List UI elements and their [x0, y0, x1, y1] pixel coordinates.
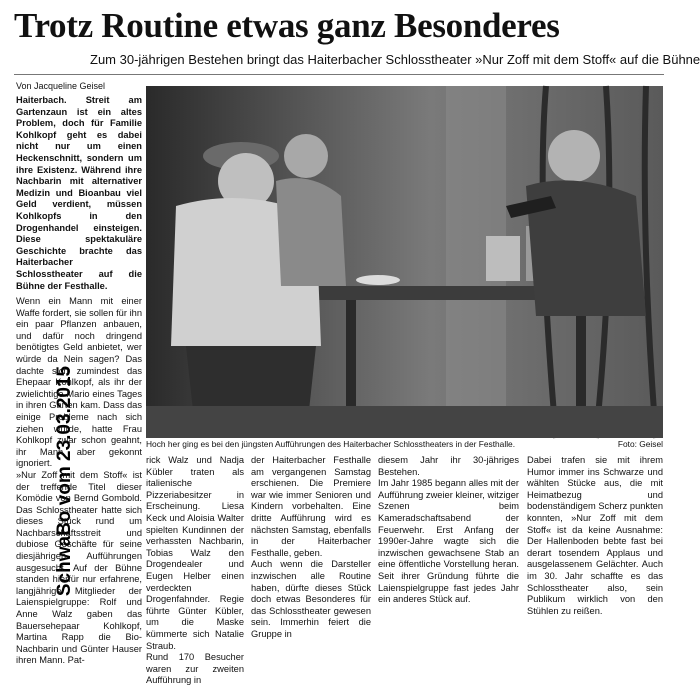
column-3-paragraph-2: Auch wenn die Darsteller inzwischen alle Routine haben, dürfte dieses Stück doch etwas Besonderes für das Schlosstheater gewesen sein. Immerhin feiert die Gruppe in	[251, 559, 371, 639]
stage-photo	[146, 86, 663, 438]
column-2	[146, 455, 244, 686]
column-3-paragraph-1: der Haiterbacher Festhalle am vergangenen Samstag erschienen. Die Premiere war wie immer Senioren und Kindern vorbehalten. Eine dritte Aufführung wird es nächsten Samstag, ebenfalls in der Haiterbacher Festhalle, geben.	[251, 455, 371, 558]
divider	[14, 74, 664, 75]
column-1	[16, 296, 142, 666]
column-4-paragraph-2: Im Jahr 1985 begann alles mit der Aufführung zweier kleiner, witziger Szenen beim Kameradschaftsabend der Feuerwehr. Erst Anfang der 1990er-Jahre wagte sich die inzwischen gewachsene Stab an eine öffentliche Vorstellung heran. Seit ihrer Gründung führte die Laienspielgruppe fast jedes Jahr ein anderes Stück auf.	[378, 478, 519, 605]
column-4	[378, 455, 519, 605]
lead-paragraph: Haiterbach. Streit am Gartenzaun ist ein altes Problem, doch für Familie Kohlkopf geht es dabei nicht nur um einen Heckenschnitt, sondern um ihre Existenz. Während ihre Nachbarin mit alternativer Medizin und Bioanbau viel Geld verdient, müssen Kohlkopfs in den Drogenhandel einsteigen. Diese spektakuläre Geschichte brachte das Haiterbacher Schlosstheater auf die Bühne der Festhalle.	[16, 95, 142, 291]
column-5-paragraph-1: Dabei trafen sie mit ihrem Humor immer ins Schwarze und wählten Stücke aus, die mit Heimatbezug und bodenständigem Scherz punkten konnten, »Nur Zoff mit dem Stoff« ist da keine Ausnahme: Der Hallenboden bebte fast bei derart tosendem Applaus und ausgelassenem Gelächter. Auch im 30. Jahr schaffte es das Schlosstheater also, sein Publikum wirklich von den Stühlen zu reißen.	[527, 455, 663, 616]
photo-caption	[146, 439, 663, 449]
column-2-paragraph-1: rick Walz und Nadja Kübler traten als italienische Pizzeriabesitzer in Erscheinung. Liesa Keck und Aloisia Walter spielten Kundinnen der verhassten Nachbarin, Tobias Walz den Drogendealer und Eugen Helber einen verdeckten Drogenfahnder. Regie führte Günter Kübler, um die Maske kümmerte sich Natalie Straub.	[146, 455, 244, 651]
column-5	[527, 455, 663, 616]
column-3	[251, 455, 371, 639]
column-1-paragraph-2: »Nur Zoff mit dem Stoff« ist der treffende Titel dieser Komödie von Bernd Gombold. Das Schlosstheater hatte sich dieses Stück rund um Nachbarschaftsstreit und dubiose Geschäfte für seine diesjährigen Aufführungen ausgesucht. Auf der Bühne standen hierfür nur erfahrene, langjährige Mitglieder der Laienspielgruppe: Rolf und Anne Walz gaben das Bauersehepaar Kohlkopf, Martina Rapp die Bio-Nachbarin und Günter Hauser ihren Mann. Pat-	[16, 469, 142, 666]
lead-column	[16, 95, 142, 292]
column-4-paragraph-1: diesem Jahr ihr 30-jähriges Bestehen.	[378, 455, 519, 477]
column-2-paragraph-2: Rund 170 Besucher waren zur zweiten Aufführung in	[146, 652, 244, 686]
byline: Von Jacqueline Geisel	[16, 81, 106, 91]
headline: Trotz Routine etwas ganz Besonderes	[14, 6, 560, 45]
stage-photo-illustration	[146, 86, 663, 438]
photo-credit: Foto: Geisel	[617, 439, 663, 449]
caption-text: Hoch her ging es bei den jüngsten Aufführungen des Haiterbacher Schlosstheaters in der Festhalle.	[146, 439, 516, 449]
column-1-paragraph-1: Wenn ein Mann mit einer Waffe fordert, sie sollen für ihn ein paar Pflanzen anbauen, und dafür noch dringend benötigtes Geld anbietet, wer würde da Nein sagen? Das dachte sich zumindest das Ehepaar Kohlkopf, als ihr der zwielichtige Mario eines Tages in ihren Garten kam. Dass das einige Probleme nach sich ziehen würde, hatte Frau Kohlkopf zwar schon geahnt, ihr Mann aber gekonnt ignoriert.	[16, 296, 142, 469]
date-stamp: SchwaBo vom 23.03.2015	[54, 365, 76, 597]
subheadline: Zum 30-jährigen Bestehen bringt das Haiterbacher Schlosstheater »Nur Zoff mit dem Stoff« auf die Bühne	[90, 52, 700, 67]
